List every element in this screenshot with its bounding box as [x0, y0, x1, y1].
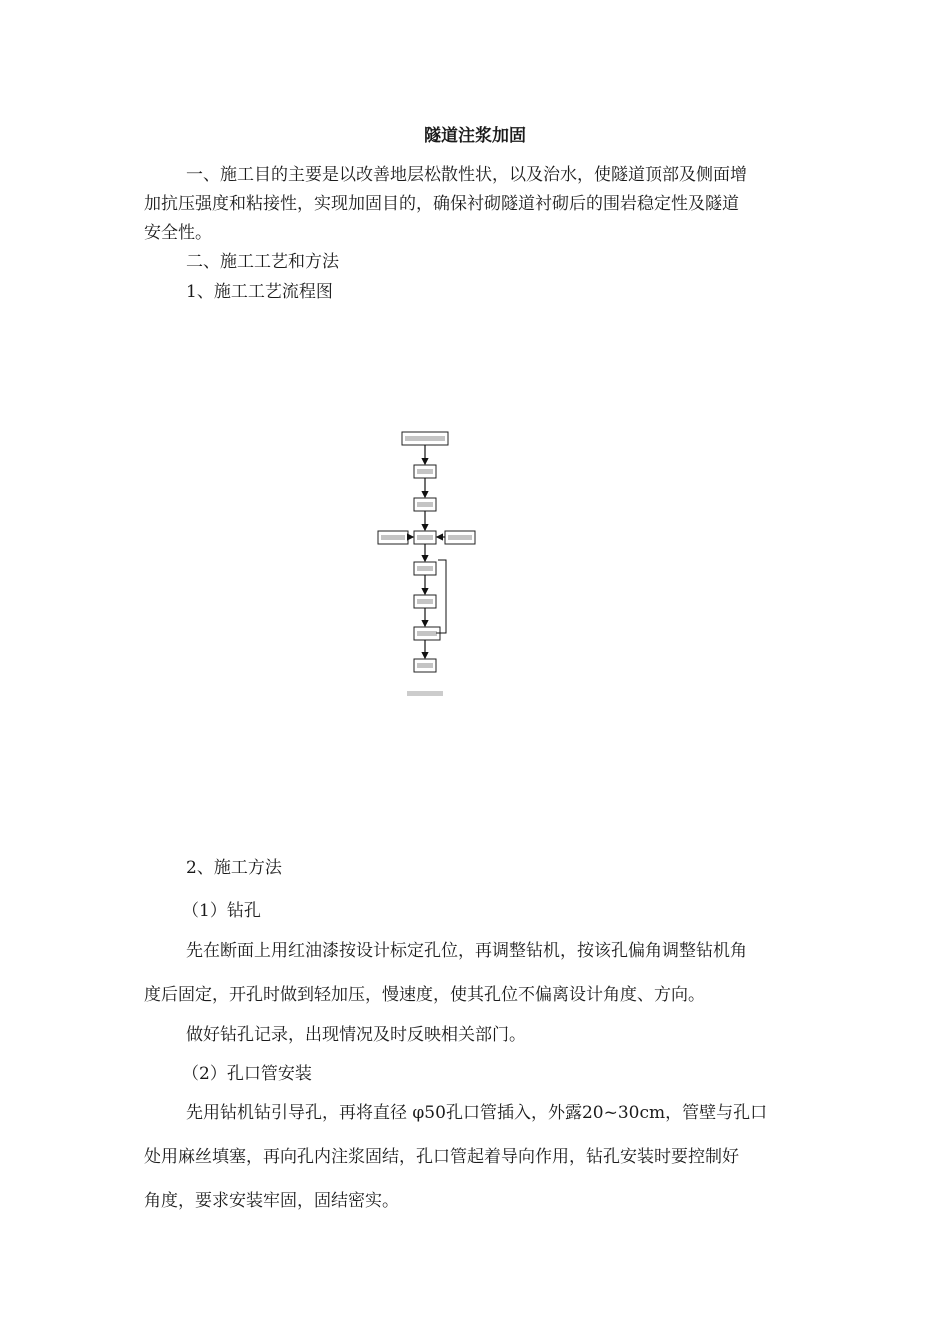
paragraph-line: 一、施工目的主要是以改善地层松散性状，以及治水，使隧道顶部及侧面增 — [186, 165, 747, 185]
paragraph-line: 先用钻机钻引导孔，再将直径 φ50孔口管插入，外露20~30cm，管壁与孔口 — [186, 1103, 768, 1123]
paragraph-line: 安全性。 — [144, 223, 212, 243]
process-flow-chart — [360, 425, 490, 715]
flow-feedback-line — [436, 560, 446, 633]
section-heading: 二、施工工艺和方法 — [186, 252, 339, 272]
subsection-heading: 2、施工方法 — [186, 858, 282, 878]
paragraph-line: 加抗压强度和粘接性，实现加固目的，确保衬砌隧道衬砌后的围岩稳定性及隧道 — [144, 194, 739, 214]
paragraph-line: 先在断面上用红油漆按设计标定孔位，再调整钻机，按该孔偏角调整钻机角 — [186, 941, 747, 961]
subsection-heading: 1、施工工艺流程图 — [186, 282, 333, 302]
subsection-heading: （2）孔口管安装 — [182, 1064, 312, 1084]
paragraph-line: 角度，要求安装牢固，固结密实。 — [144, 1191, 399, 1211]
paragraph-line: 度后固定，开孔时做到轻加压，慢速度，使其孔位不偏离设计角度、方向。 — [144, 985, 705, 1005]
paragraph-line: 做好钻孔记录，出现情况及时反映相关部门。 — [186, 1025, 526, 1045]
subsection-heading: （1）钻孔 — [182, 901, 261, 921]
document-title: 隧道注浆加固 — [424, 126, 526, 146]
paragraph-line: 处用麻丝填塞，再向孔内注浆固结，孔口管起着导向作用，钻孔安装时要控制好 — [144, 1147, 739, 1167]
